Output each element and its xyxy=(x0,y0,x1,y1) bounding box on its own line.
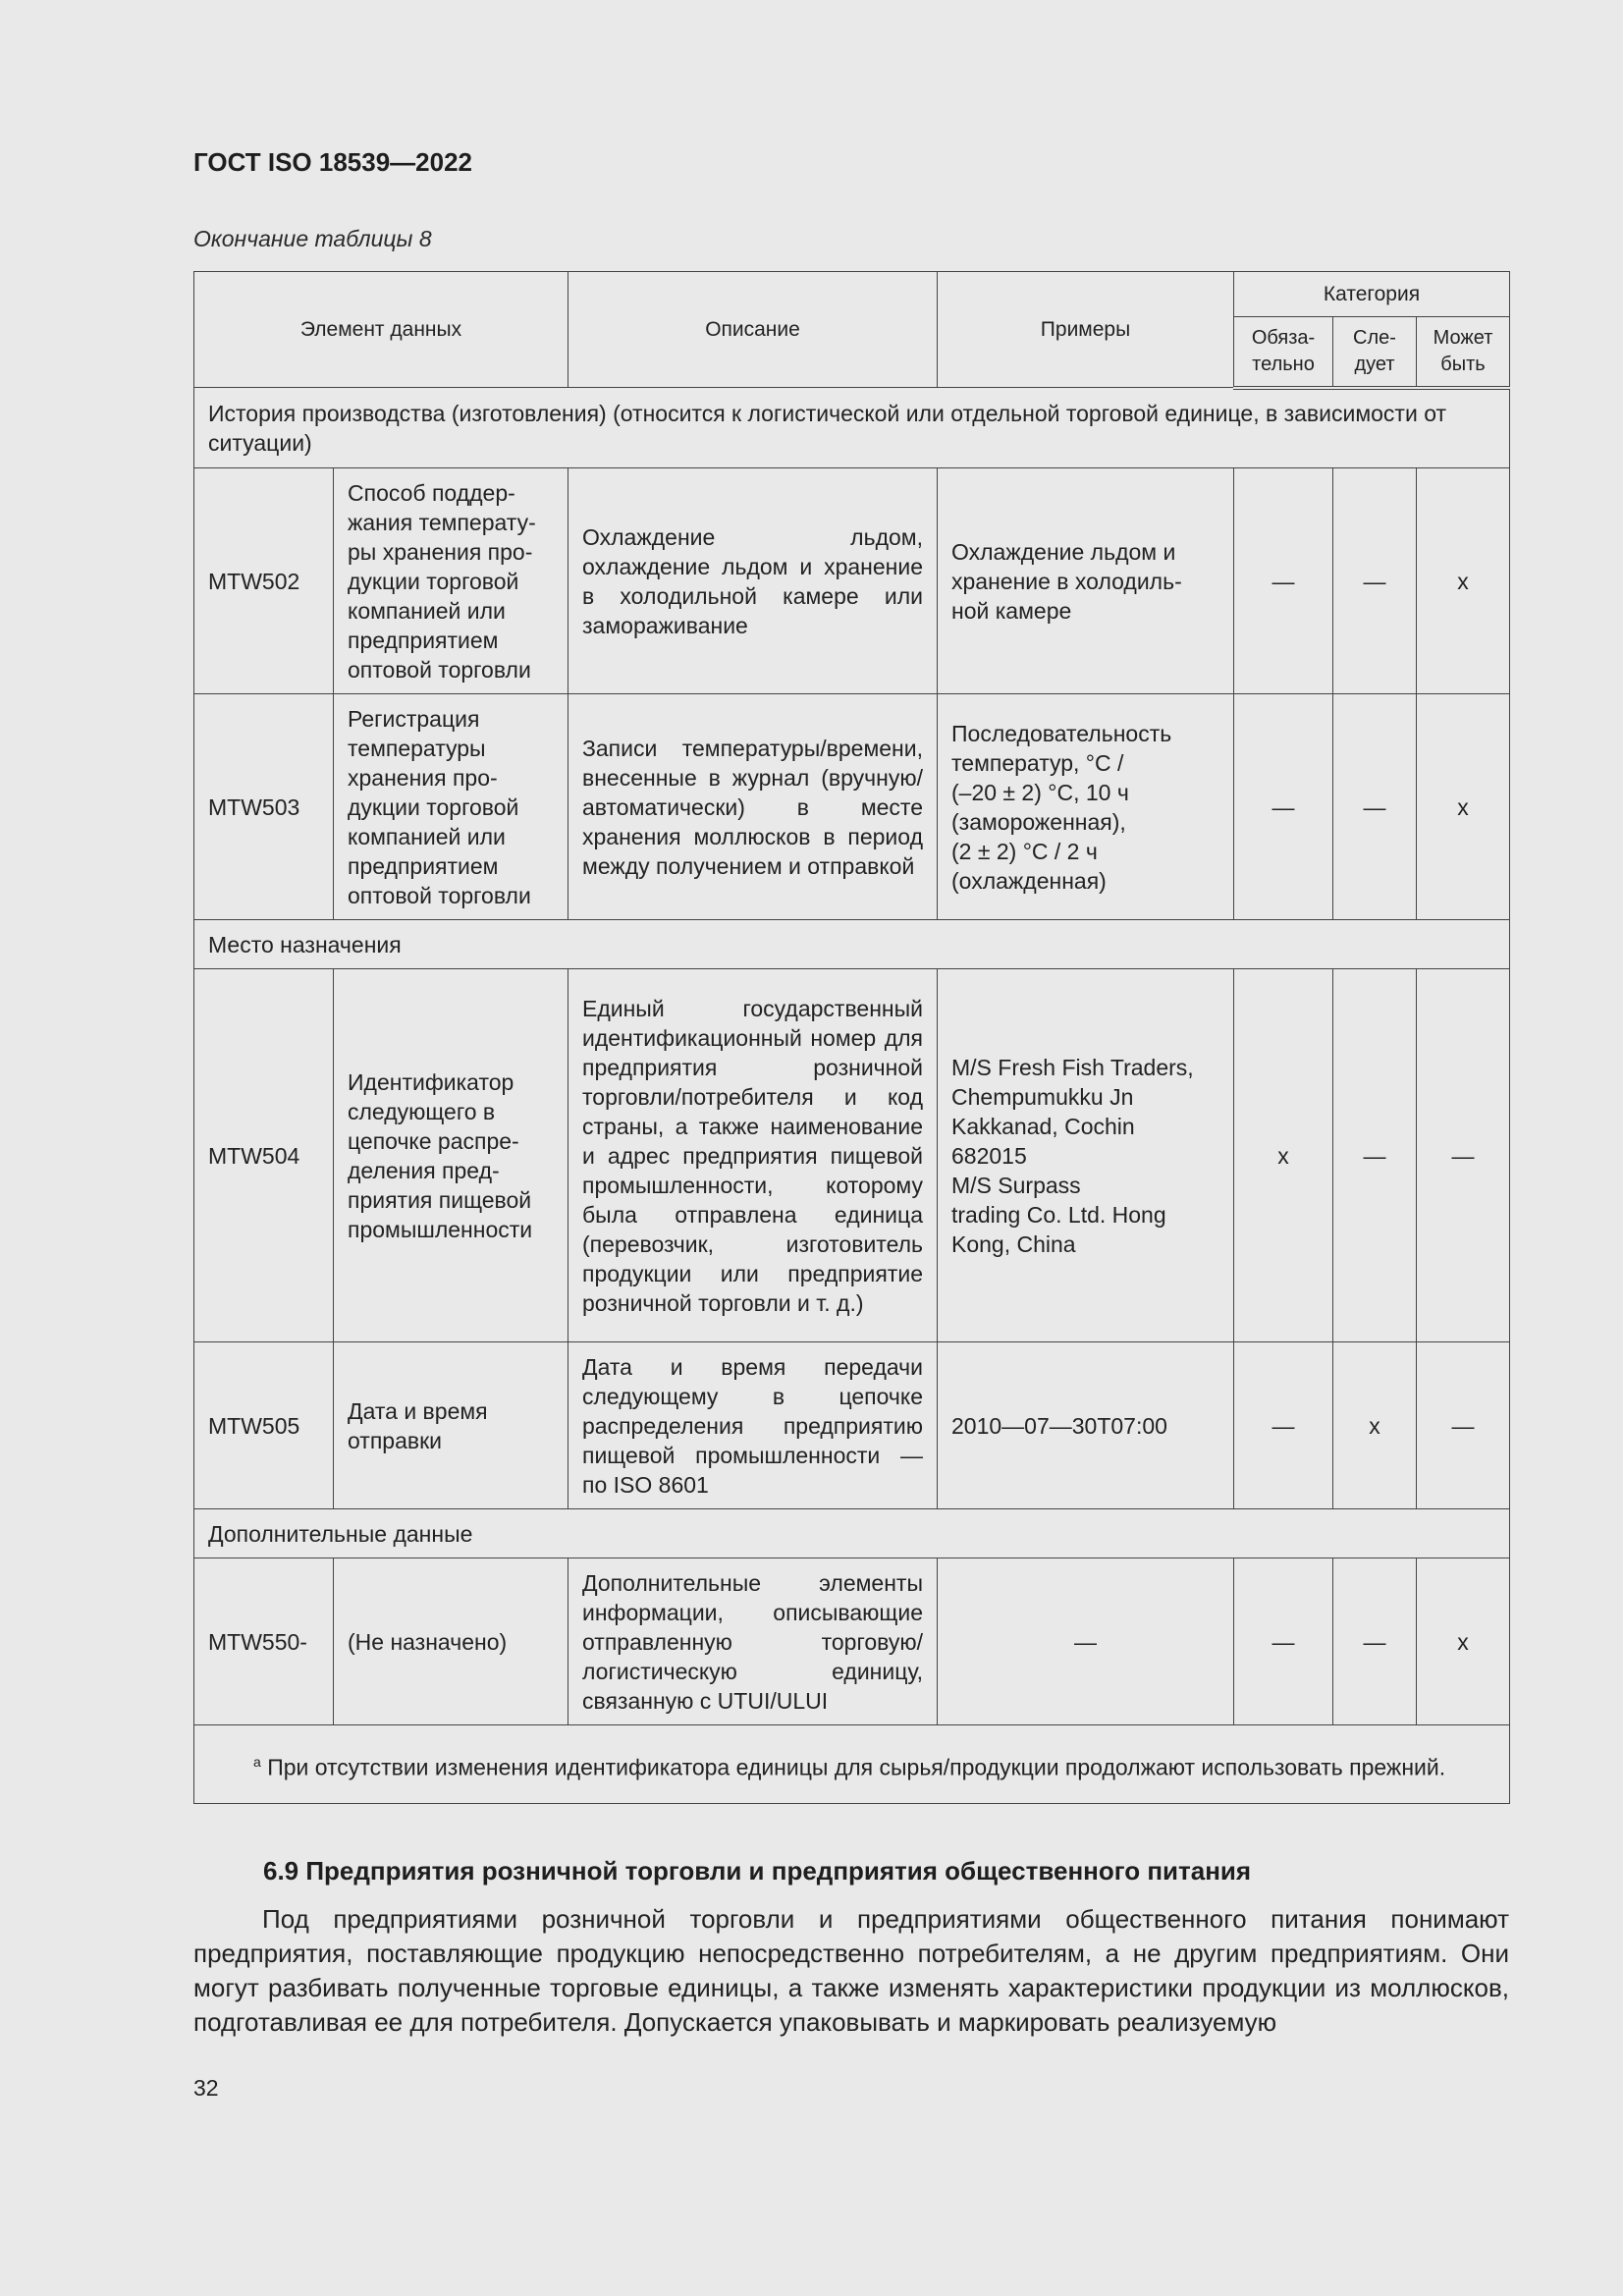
row-description: Охлаждение льдом, охлаждение льдом и хранение в холодильной камере или замораживание xyxy=(568,468,938,694)
row-code: MTW504 xyxy=(194,969,334,1342)
table-row xyxy=(194,969,1510,1342)
row-example: Охлаждение льдом и хранение в холодиль- ной камере xyxy=(938,468,1234,694)
table-row xyxy=(194,468,1510,694)
header-should: Сле- дует xyxy=(1333,317,1417,388)
footnote-mark: a xyxy=(253,1753,261,1770)
table-row xyxy=(194,1342,1510,1509)
row-should: — xyxy=(1333,969,1417,1342)
row-description: Единый государственный идентификационный номер для предприятия розничной торговли/потребителя и код страны, а также наименование и адрес предприятия пищевой промышленности, которому была отправлена единица (перевозчик, изготовитель продукции или предприятие розничной торговли и т. д.) xyxy=(568,969,938,1342)
row-code: MTW503 xyxy=(194,694,334,920)
section-title: 6.9 Предприятия розничной торговли и предприятия общественного питания xyxy=(263,1856,1252,1886)
row-may: — xyxy=(1417,969,1510,1342)
section-row-additional-data: Дополнительные данные xyxy=(194,1509,1510,1558)
header-may: Может быть xyxy=(1417,317,1510,388)
page-number: 32 xyxy=(193,2075,219,2101)
header-required: Обяза- тельно xyxy=(1234,317,1333,388)
row-code: MTW550- xyxy=(194,1558,334,1725)
header-data-element: Элемент данных xyxy=(194,272,568,388)
table-caption: Окончание таблицы 8 xyxy=(193,226,432,251)
row-example: — xyxy=(938,1558,1234,1725)
row-required: — xyxy=(1234,694,1333,920)
table-footnote xyxy=(194,1725,1510,1804)
header-examples: Примеры xyxy=(938,272,1234,388)
row-may: x xyxy=(1417,694,1510,920)
row-should: x xyxy=(1333,1342,1417,1509)
row-should: — xyxy=(1333,1558,1417,1725)
row-element-name: Дата и время отправки xyxy=(334,1342,568,1509)
row-element-name: (Не назначено) xyxy=(334,1558,568,1725)
row-example: M/S Fresh Fish Traders, Chempumukku Jn Kakkanad, Cochin 682015 M/S Surpass trading Co. Ltd. Hong Kong, China xyxy=(938,969,1234,1342)
row-description: Дополнительные элементы информации, описывающие отправленную торговую/логистическую единицу, связанную с UTUI/ULUI xyxy=(568,1558,938,1725)
row-required: — xyxy=(1234,1558,1333,1725)
row-required: x xyxy=(1234,969,1333,1342)
section-row-production-history: История производства (изготовления) (относится к логистической или отдельной торговой единице, в зависимости от ситуации) xyxy=(194,388,1510,468)
header-category: Категория xyxy=(1234,272,1510,317)
row-example: 2010—07—30T07:00 xyxy=(938,1342,1234,1509)
table-row xyxy=(194,694,1510,920)
row-code: MTW505 xyxy=(194,1342,334,1509)
row-element-name: Способ поддер- жания температу- ры хранения про- дукции торговой компанией или предприятием оптовой торговли xyxy=(334,468,568,694)
row-element-name: Идентификатор следующего в цепочке распре- деления пред- приятия пищевой промышленности xyxy=(334,969,568,1342)
row-example: Последовательность температур, °C / (–20 ± 2) °C, 10 ч (замороженная), (2 ± 2) °C / 2 ч (охлажденная) xyxy=(938,694,1234,920)
row-code: MTW502 xyxy=(194,468,334,694)
row-description: Записи температуры/времени, внесенные в журнал (вручную/автоматически) в месте хранения моллюсков в период между получением и отправкой xyxy=(568,694,938,920)
row-should: — xyxy=(1333,468,1417,694)
header-description: Описание xyxy=(568,272,938,388)
row-description: Дата и время передачи следующему в цепочке распределения предприятию пищевой промышленности — по ISO 8601 xyxy=(568,1342,938,1509)
row-required: — xyxy=(1234,468,1333,694)
row-should: — xyxy=(1333,694,1417,920)
row-required: — xyxy=(1234,1342,1333,1509)
section-paragraph: Под предприятиями розничной торговли и предприятиями общественного питания понимают предприятия, поставляющие продукцию непосредственно потребителям, а не другим предприятиям. Они могут разбивать полученные торговые единицы, а также изменять характеристики продукции из моллюсков, подготавливая ее для потребителя. Допускается упаковывать и маркировать реализуемую xyxy=(193,1904,1509,2037)
row-may: — xyxy=(1417,1342,1510,1509)
footnote-text: При отсутствии изменения идентификатора единицы для сырья/продукции продолжают использовать прежний. xyxy=(267,1754,1446,1780)
document-code: ГОСТ ISO 18539—2022 xyxy=(193,147,473,177)
row-element-name: Регистрация температуры хранения про- дукции торговой компанией или предприятием оптовой торговли xyxy=(334,694,568,920)
data-table xyxy=(193,271,1510,1804)
table-row xyxy=(194,1558,1510,1725)
section-row-destination: Место назначения xyxy=(194,920,1510,969)
row-may: x xyxy=(1417,1558,1510,1725)
row-may: x xyxy=(1417,468,1510,694)
